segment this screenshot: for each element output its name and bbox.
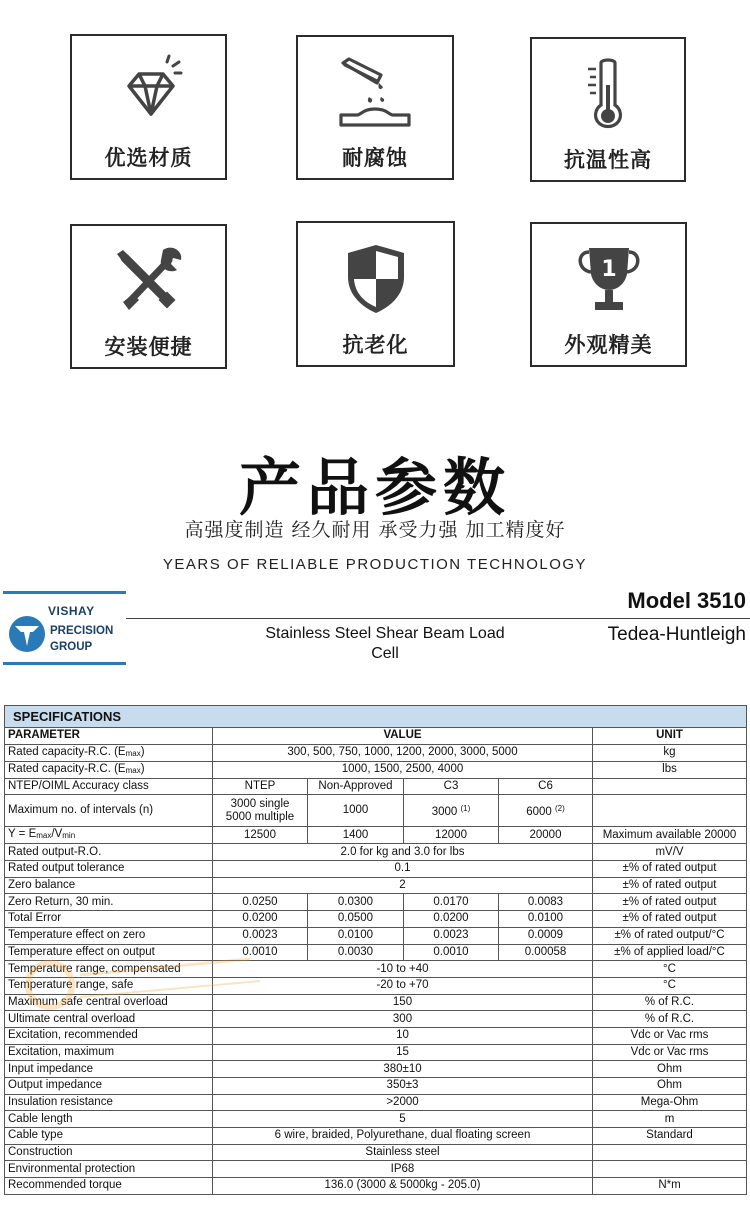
section-english-subtitle: YEARS OF RELIABLE PRODUCTION TECHNOLOGY — [162, 556, 588, 573]
logo-text-precision: PRECISION — [50, 625, 114, 637]
param-cell: Total Error — [5, 911, 213, 928]
unit-cell — [593, 1144, 747, 1161]
unit-cell: Maximum available 20000 — [593, 827, 747, 844]
table-row — [5, 761, 747, 778]
value-cell: 1000, 1500, 2500, 4000 — [213, 761, 593, 778]
unit-cell: % of R.C. — [593, 1011, 747, 1028]
unit-cell: °C — [593, 977, 747, 994]
unit-cell: kg — [593, 744, 747, 761]
unit-cell — [593, 1161, 747, 1178]
value-cell: 0.0023 — [213, 927, 308, 944]
value-cell: -10 to +40 — [213, 961, 593, 978]
unit-cell: °C — [593, 961, 747, 978]
table-row — [5, 1078, 747, 1095]
unit-cell: Ohm — [593, 1061, 747, 1078]
table-row — [5, 911, 747, 928]
trophy-icon — [569, 240, 649, 320]
param-cell: Cable length — [5, 1111, 213, 1128]
value-cell: 0.0200 — [213, 911, 308, 928]
table-row — [5, 1011, 747, 1028]
table-row — [5, 827, 747, 844]
table-row — [5, 1144, 747, 1161]
value-cell: 0.0100 — [499, 911, 593, 928]
value-cell: 0.0010 — [404, 944, 499, 961]
spec-header-row — [5, 728, 747, 745]
unit-cell: N*m — [593, 1178, 747, 1195]
value-cell: 350±3 — [213, 1078, 593, 1095]
value-cell: 0.0023 — [404, 927, 499, 944]
product-subtitle-line: Stainless Steel Shear Beam Load — [265, 625, 505, 642]
table-row — [5, 961, 747, 978]
datasheet-header — [0, 588, 750, 668]
section-title: 产品参数 — [238, 451, 511, 524]
feature-label: 抗老化 — [342, 333, 409, 357]
table-row — [5, 1111, 747, 1128]
shield-icon — [336, 239, 416, 319]
value-cell: 5 — [213, 1111, 593, 1128]
unit-cell: Vdc or Vac rms — [593, 1044, 747, 1061]
table-row — [5, 1161, 747, 1178]
table-row — [5, 744, 747, 761]
specifications-table — [4, 705, 747, 1195]
value-cell: Stainless steel — [213, 1144, 593, 1161]
unit-cell — [593, 795, 747, 827]
unit-cell: lbs — [593, 761, 747, 778]
param-cell: Excitation, recommended — [5, 1027, 213, 1044]
value-cell: 0.0083 — [499, 894, 593, 911]
value-cell: 380±10 — [213, 1061, 593, 1078]
param-cell: Zero Return, 30 min. — [5, 894, 213, 911]
unit-cell — [593, 778, 747, 795]
logo-text-group: GROUP — [50, 641, 93, 653]
col-value: VALUE — [213, 728, 593, 745]
thermometer-icon — [568, 55, 648, 135]
unit-cell: m — [593, 1111, 747, 1128]
unit-cell: Vdc or Vac rms — [593, 1027, 747, 1044]
diamond-icon — [109, 52, 189, 132]
specifications-table-wrap — [4, 705, 746, 1195]
param-cell: Output impedance — [5, 1078, 213, 1095]
table-row — [5, 927, 747, 944]
param-cell: Maximum safe central overload — [5, 994, 213, 1011]
value-cell: -20 to +70 — [213, 977, 593, 994]
unit-cell: ±% of applied load/°C — [593, 944, 747, 961]
param-cell: NTEP/OIML Accuracy class — [5, 778, 213, 795]
tools-icon — [109, 242, 189, 322]
feature-label: 抗温性高 — [564, 148, 652, 172]
value-cell: 0.0009 — [499, 927, 593, 944]
section-subtitle: 高强度制造 经久耐用 承受力强 加工精度好 — [184, 519, 566, 541]
param-cell: Recommended torque — [5, 1178, 213, 1195]
feature-tile-temperature — [530, 37, 686, 182]
unit-cell: ±% of rated output — [593, 877, 747, 894]
value-cell: 3000 $^{(1)}$ — [404, 795, 499, 827]
col-parameter: PARAMETER — [5, 728, 213, 745]
param-cell: Insulation resistance — [5, 1094, 213, 1111]
table-row — [5, 778, 747, 795]
param-cell: Input impedance — [5, 1061, 213, 1078]
value-cell: 0.0030 — [308, 944, 404, 961]
table-row — [5, 861, 747, 878]
unit-cell: % of R.C. — [593, 994, 747, 1011]
param-cell: Temperature effect on output — [5, 944, 213, 961]
table-row — [5, 1128, 747, 1145]
vpg-logo-icon — [7, 614, 47, 654]
param-cell: Temperature range, compensated — [5, 961, 213, 978]
param-cell: Rated capacity-R.C. $(E_{max})$ — [5, 761, 213, 778]
feature-tile-corrosion — [296, 35, 454, 180]
table-row — [5, 877, 747, 894]
value-cell: 0.00058 — [499, 944, 593, 961]
value-cell: 12000 — [404, 827, 499, 844]
value-cell: 150 — [213, 994, 593, 1011]
feature-tile-install — [70, 224, 227, 369]
feature-label: 优选材质 — [104, 146, 193, 170]
feature-tile-material — [70, 34, 227, 180]
unit-cell: Mega-Ohm — [593, 1094, 747, 1111]
value-cell: 300 — [213, 1011, 593, 1028]
value-cell: 3000 single 5000 multiple — [213, 795, 308, 827]
param-cell: Cable type — [5, 1128, 213, 1145]
param-cell: Maximum no. of intervals (n) — [5, 795, 213, 827]
value-cell: 0.0200 — [404, 911, 499, 928]
table-row — [5, 1178, 747, 1195]
value-cell: 0.0170 — [404, 894, 499, 911]
value-cell: 20000 — [499, 827, 593, 844]
feature-tile-appearance — [530, 222, 687, 367]
unit-cell: Standard — [593, 1128, 747, 1145]
value-cell: 0.0010 — [213, 944, 308, 961]
param-cell: Rated output tolerance — [5, 861, 213, 878]
value-cell: C3 — [404, 778, 499, 795]
value-cell: 15 — [213, 1044, 593, 1061]
value-cell: 0.0500 — [308, 911, 404, 928]
feature-label: 耐腐蚀 — [342, 146, 408, 170]
svg-text:1: 1 — [600, 257, 617, 282]
spec-title: SPECIFICATIONS — [5, 706, 747, 728]
corrosion-icon — [335, 53, 415, 133]
value-cell: 136.0 (3000 & 5000kg - 205.0) — [213, 1178, 593, 1195]
feature-label: 安装便捷 — [104, 335, 193, 359]
table-row — [5, 1094, 747, 1111]
table-row — [5, 1061, 747, 1078]
value-cell: 1000 — [308, 795, 404, 827]
value-cell: C6 — [499, 778, 593, 795]
value-cell: 2 — [213, 877, 593, 894]
value-cell: 0.1 — [213, 861, 593, 878]
value-cell: >2000 — [213, 1094, 593, 1111]
spec-title-row — [5, 706, 747, 728]
table-row — [5, 1027, 747, 1044]
unit-cell: Ohm — [593, 1078, 747, 1095]
value-cell: 0.0100 — [308, 927, 404, 944]
param-cell: Temperature range, safe — [5, 977, 213, 994]
value-cell: IP68 — [213, 1161, 593, 1178]
table-row — [5, 844, 747, 861]
param-cell: Zero balance — [5, 877, 213, 894]
feature-label: 外观精美 — [564, 333, 653, 357]
param-cell: Environmental protection — [5, 1161, 213, 1178]
feature-tile-aging — [296, 221, 455, 367]
value-cell: 6000 $^{(2)}$ — [499, 795, 593, 827]
model-number: Model 3510 — [627, 588, 746, 613]
value-cell: 300, 500, 750, 1000, 1200, 2000, 3000, 5000 — [213, 744, 593, 761]
product-subtitle-line: Cell — [371, 645, 399, 662]
unit-cell: ±% of rated output/°C — [593, 927, 747, 944]
param-cell: Excitation, maximum — [5, 1044, 213, 1061]
brand-name: Tedea-Huntleigh — [607, 624, 746, 645]
param-cell: Ultimate central overload — [5, 1011, 213, 1028]
logo-text-vishay: VISHAY — [48, 604, 95, 618]
param-cell: Construction — [5, 1144, 213, 1161]
value-cell: 6 wire, braided, Polyurethane, dual floating screen — [213, 1128, 593, 1145]
table-row — [5, 795, 747, 827]
value-cell: NTEP — [213, 778, 308, 795]
table-row — [5, 1044, 747, 1061]
product-subtitle — [240, 624, 530, 664]
param-cell: Rated capacity-R.C. $(E_{max})$ — [5, 744, 213, 761]
unit-cell: mV/V — [593, 844, 747, 861]
value-cell: 1400 — [308, 827, 404, 844]
table-row — [5, 944, 747, 961]
value-cell: 12500 — [213, 827, 308, 844]
table-row — [5, 894, 747, 911]
unit-cell: ±% of rated output — [593, 861, 747, 878]
table-row — [5, 994, 747, 1011]
value-cell: 2.0 for kg and 3.0 for lbs — [213, 844, 593, 861]
table-row — [5, 977, 747, 994]
unit-cell: ±% of rated output — [593, 894, 747, 911]
param-cell: Temperature effect on zero — [5, 927, 213, 944]
value-cell: 0.0250 — [213, 894, 308, 911]
value-cell: 0.0300 — [308, 894, 404, 911]
unit-cell: ±% of rated output — [593, 911, 747, 928]
col-unit: UNIT — [593, 728, 747, 745]
value-cell: Non-Approved — [308, 778, 404, 795]
param-cell: Rated output-R.O. — [5, 844, 213, 861]
vishay-logo — [3, 591, 126, 665]
header-rule — [126, 618, 750, 619]
param-cell: $Y = E_{max}/V_{min}$ — [5, 827, 213, 844]
value-cell: 10 — [213, 1027, 593, 1044]
